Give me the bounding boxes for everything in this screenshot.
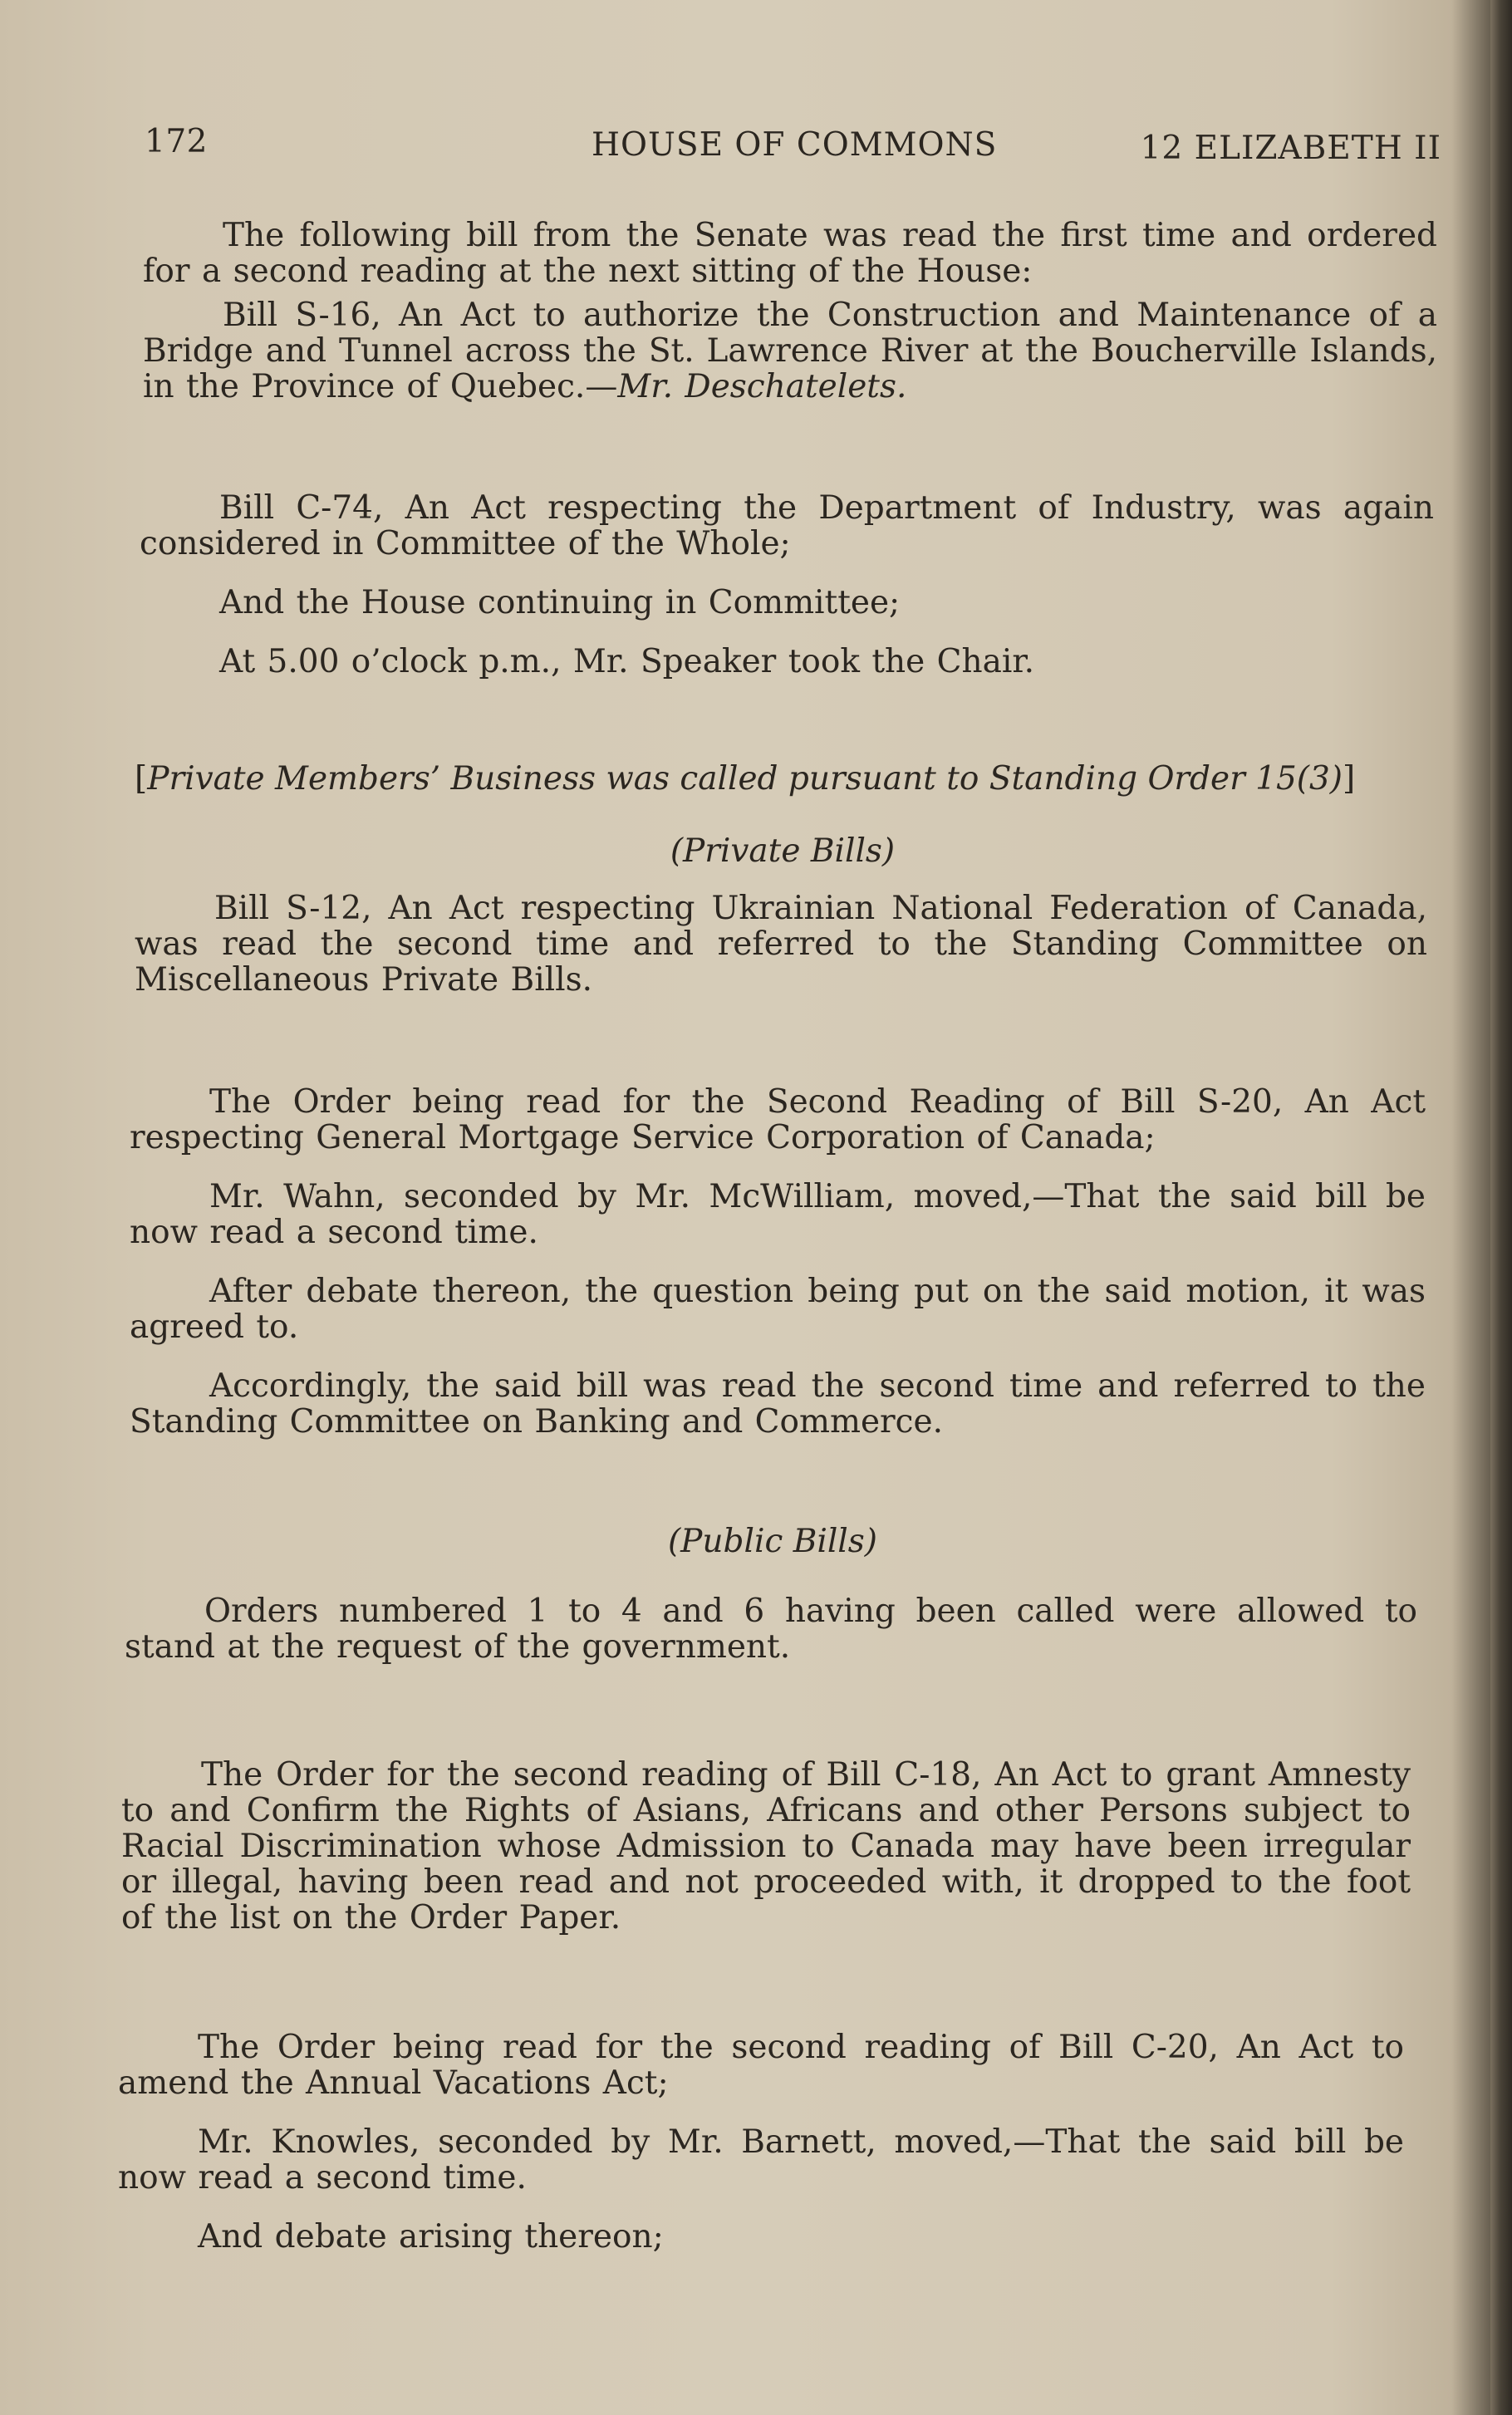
- paragraph: And debate arising thereon;: [198, 2218, 664, 2255]
- private-members-note: [135, 760, 1431, 798]
- paragraph: The Order for the second reading of Bill C-18, An Act to grant Amnesty to and Confirm the Rights of Asians, Africans and other Persons subject to Racial Discrimination whose Admission to Canada may have been irregular or illegal, having been read and not proceeded with, it dropped to the foot of the list on the Order Paper.: [121, 1756, 1411, 1936]
- note-open-bracket: [: [135, 760, 148, 798]
- ukrainian-federation-section: [135, 891, 1427, 998]
- page-number: 172: [145, 123, 208, 160]
- page-binding-shadow: [1490, 0, 1512, 2415]
- paragraph: After debate thereon, the question being put on the said motion, it was agreed to.: [130, 1273, 1426, 1346]
- vacations-bill-section: [118, 2030, 1404, 2255]
- stand-orders-section: [125, 1593, 1417, 1665]
- paragraph: Mr. Knowles, seconded by Mr. Barnett, moved,—That the said bill be now read a second time.: [118, 2123, 1404, 2197]
- paragraph: And the House continuing in Committee;: [219, 584, 901, 621]
- private-bills-heading: (Private Bills): [670, 832, 896, 870]
- paragraph: Accordingly, the said bill was read the second time and referred to the Standing Committee on Banking and Commerce.: [130, 1367, 1426, 1441]
- senate-bill-section: [143, 218, 1437, 405]
- mortgage-bill-section: [130, 1084, 1426, 1440]
- sponsor-name: Mr. Deschatelets.: [617, 368, 907, 405]
- running-header: [141, 123, 1441, 173]
- paragraph: Bill C-74, An Act respecting the Department of Industry, was again considered in Committee of the Whole;: [140, 489, 1434, 562]
- paragraph: Orders numbered 1 to 4 and 6 having been called were allowed to stand at the request of the government.: [125, 1593, 1417, 1666]
- public-bills-heading: (Public Bills): [667, 1523, 878, 1560]
- note-close-bracket: ]: [1343, 760, 1356, 798]
- paragraph-text: Bill S-16, An Act to authorize the Construction and Maintenance of a Bridge and Tunnel across the St. Lawrence River at the Boucherville Islands, in the Province of Quebec.—: [143, 297, 1437, 405]
- industry-bill-section: [140, 490, 1434, 680]
- header-session: 12 ELIZABETH II: [1140, 130, 1441, 167]
- paragraph: Bill S-12, An Act respecting Ukrainian National Federation of Canada, was read the second time and referred to the Standing Committee on Miscellaneous Private Bills.: [135, 890, 1427, 999]
- paragraph: The following bill from the Senate was read the first time and ordered for a second reading at the next sitting of the House:: [143, 217, 1437, 290]
- note-text: Private Members’ Business was called pursuant to Standing Order 15: [147, 760, 1297, 798]
- note-order-ref: (3): [1296, 760, 1343, 798]
- paragraph: At 5.00 o’clock p.m., Mr. Speaker took the Chair.: [219, 643, 1035, 680]
- amnesty-bill-section: [121, 1757, 1411, 1936]
- paragraph: The Order being read for the Second Reading of Bill S-20, An Act respecting General Mortgage Service Corporation of Canada;: [130, 1083, 1426, 1156]
- paragraph: [143, 297, 1437, 405]
- paragraph: The Order being read for the second reading of Bill C-20, An Act to amend the Annual Vacations Act;: [118, 2029, 1404, 2102]
- paragraph: Mr. Wahn, seconded by Mr. McWilliam, moved,—That the said bill be now read a second time.: [130, 1178, 1426, 1251]
- header-title: HOUSE OF COMMONS: [592, 126, 998, 164]
